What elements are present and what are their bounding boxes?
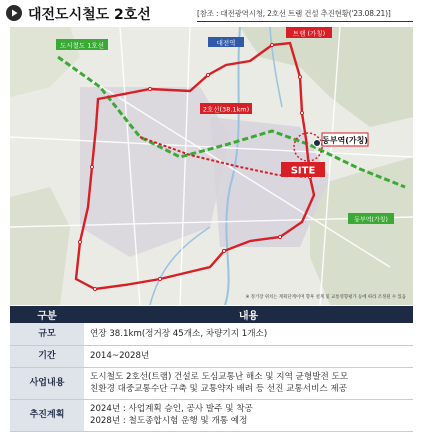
tram-tag: 트램 (가칭) <box>292 29 326 38</box>
right-tag: 동부역(가칭) <box>354 216 388 224</box>
row-content-project: 도시철도 2호선(트램) 건설로 도심교통난 해소 및 지역 균형발전 도모 친환경 대중교통수단 구축 및 교통약자 배려 등 선진 교통서비스 제공 <box>84 367 413 399</box>
table-row <box>10 367 413 399</box>
center-tag: 대전역 <box>216 39 236 47</box>
table-row <box>10 399 413 431</box>
line1-tag: 도시철도 1호선 <box>60 41 104 50</box>
table-row <box>10 345 413 367</box>
table-row <box>10 323 413 345</box>
station-dot <box>314 140 321 147</box>
info-table <box>10 306 413 432</box>
reference-note: [참조 : 대전광역시청, 2호선 트램 건설 추진현황('23.08.21)] <box>197 9 391 18</box>
route-length-tag: 2호선(38.1km) <box>202 105 250 114</box>
station-label: 동부역(가칭) <box>322 136 368 145</box>
site-label: SITE <box>290 165 316 177</box>
table-header-content: 내용 <box>84 306 413 323</box>
row-label-project: 사업내용 <box>10 367 84 399</box>
row-label-scale: 규모 <box>10 323 84 345</box>
row-content-plan: 2024년 : 사업계획 승인, 공사 발주 및 착공 2028년 : 철도종합시험 운행 및 개통 예정 <box>84 399 413 431</box>
table-header-row <box>10 306 413 323</box>
play-circle-icon <box>6 5 22 21</box>
row-label-plan: 추진계획 <box>10 399 84 431</box>
route-map <box>10 27 413 305</box>
row-content-scale: 연장 38.1km(정거장 45개소, 차량기지 1개소) <box>84 323 413 345</box>
row-label-period: 기간 <box>10 345 84 367</box>
header <box>0 0 422 26</box>
map-caption: ※ 정거장 위치는 계획단계이며 향후 설계 및 교통영향평가 등에 따라 조정될 수 있음 <box>245 295 406 300</box>
page-title: 대전도시철도 2호선 <box>28 7 151 23</box>
table-header-category: 구분 <box>10 306 84 323</box>
row-content-period: 2014~2028년 <box>84 345 413 367</box>
header-divider <box>197 21 413 22</box>
